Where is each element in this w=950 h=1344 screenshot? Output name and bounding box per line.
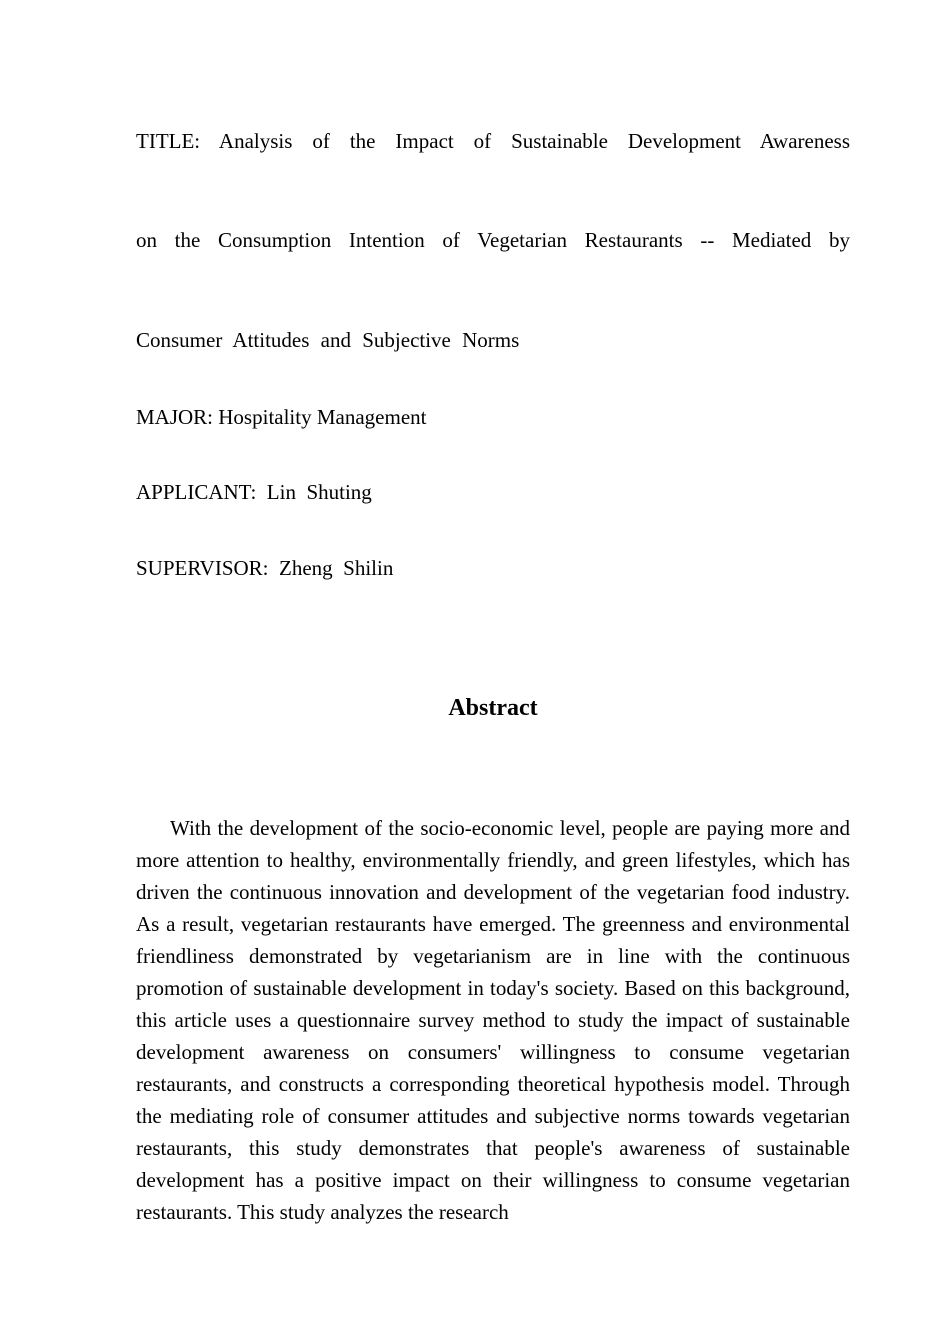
title-line-1: TITLE: Analysis of the Impact of Sustainable Development Awareness	[136, 129, 850, 153]
abstract-body: With the development of the socio-economic level, people are paying more and more attention to healthy, environmentally friendly, and green lifestyles, which has driven the continuous innovation and development of the vegetarian food industry. As a result, vegetarian restaurants have emerged. The greenness and environmental friendliness demonstrated by vegetarianism are in line with the continuous promotion of sustainable development in today's society. Based on this background, this article uses a questionnaire survey method to study the impact of sustainable development awareness on consumers' willingness to consume vegetarian restaurants, and constructs a corresponding theoretical hypothesis model. Through the mediating role of consumer attitudes and subjective norms towards vegetarian restaurants, this study demonstrates that people's awareness of sustainable development has a positive impact on their willingness to consume vegetarian restaurants. This study analyzes the research	[136, 816, 850, 1224]
abstract-heading: Abstract	[448, 695, 538, 721]
title-line-3: Consumer Attitudes and Subjective Norms	[136, 328, 520, 352]
major-line: MAJOR: Hospitality Management	[136, 405, 427, 429]
supervisor-line: SUPERVISOR: Zheng Shilin	[136, 556, 394, 580]
title-line-2: on the Consumption Intention of Vegetarian Restaurants -- Mediated by	[136, 228, 850, 252]
applicant-line: APPLICANT: Lin Shuting	[136, 480, 372, 504]
